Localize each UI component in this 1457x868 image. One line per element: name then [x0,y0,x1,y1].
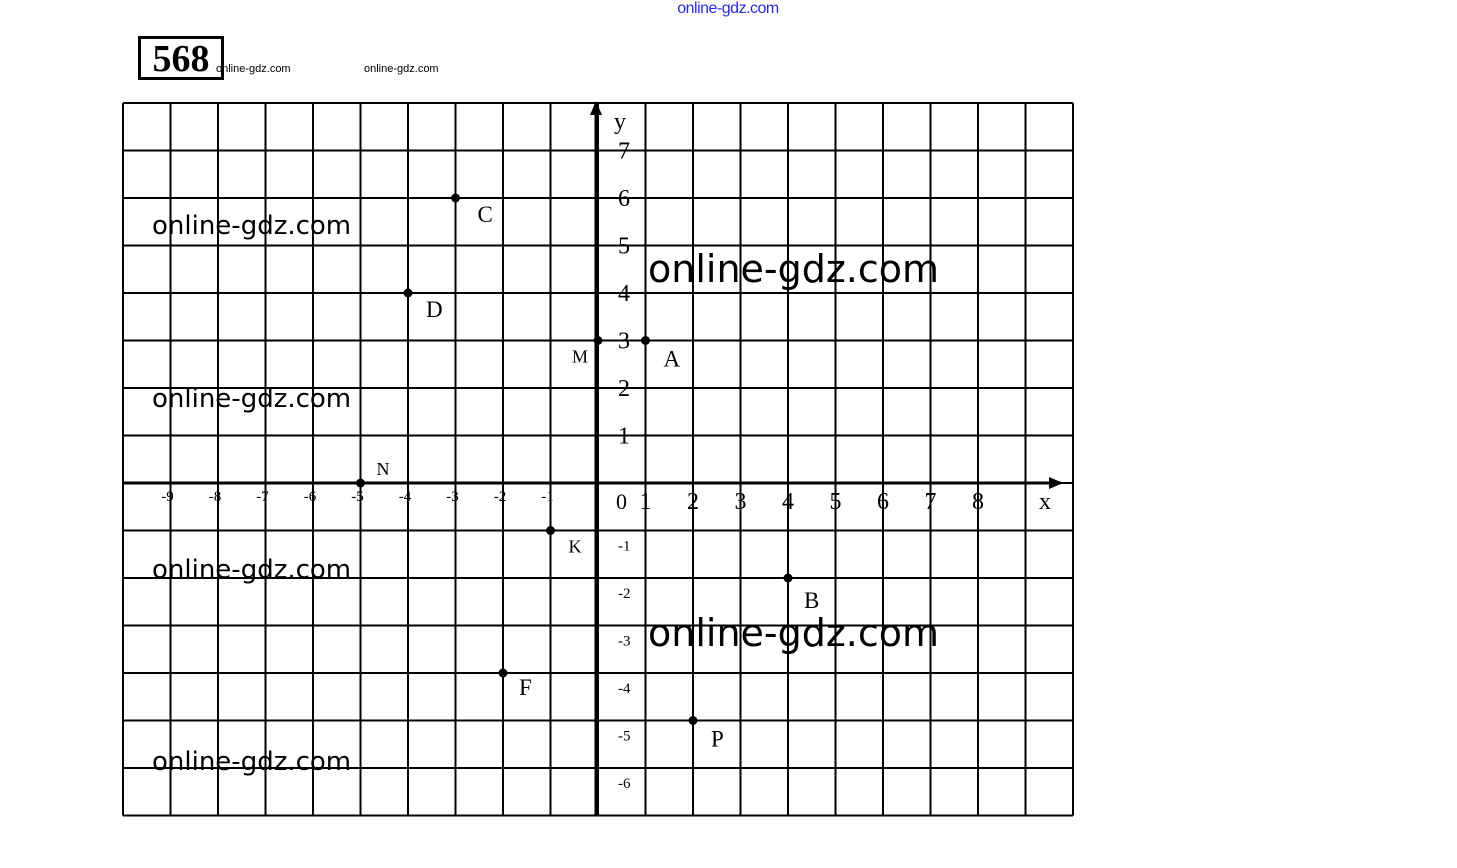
x-tick-label: 4 [782,489,794,515]
y-axis-label: y [614,109,626,135]
point-label-f: F [519,675,532,700]
y-tick-label: 6 [618,186,630,212]
point-label-d: D [426,297,443,322]
y-tick-label: -1 [618,538,631,555]
watermark: online-gdz.com [152,211,352,241]
watermark: online-gdz.com [648,611,940,655]
y-tick-label: 4 [618,281,630,307]
small-watermark: online-gdz.com [216,63,291,75]
problem-number: 568 [138,36,224,80]
y-tick-label: -5 [618,728,631,745]
y-tick-label: -4 [618,681,631,697]
x-tick-label: -4 [398,489,412,505]
x-tick-label: 8 [972,489,984,515]
point-label-a: A [663,346,681,372]
y-tick-label: 1 [618,423,630,450]
x-tick-label: 5 [829,489,842,515]
point-label-c: C [477,202,493,227]
y-tick-label: 2 [618,376,630,402]
point-m [594,336,603,345]
watermark: online-gdz.com [648,247,940,291]
point-k [546,526,555,535]
y-tick-label: -2 [618,586,631,602]
small-watermark: online-gdz.com [364,63,439,75]
x-tick-label: -1 [541,489,554,505]
point-a [641,336,650,345]
y-tick-label: 5 [618,233,630,260]
x-tick-label: -5 [351,489,364,505]
x-tick-label: -7 [256,489,269,505]
y-tick-label: 7 [618,138,630,165]
point-f [499,669,508,678]
point-label-k: K [568,536,582,557]
x-tick-label: 2 [687,489,699,515]
point-c [451,194,460,203]
point-p [689,716,698,725]
point-label-m: M [572,346,589,367]
point-n [356,479,365,488]
x-tick-label: 7 [924,489,937,515]
point-label-b: B [804,588,820,613]
watermark: online-gdz.com [152,747,352,777]
y-tick-label: -6 [618,776,631,792]
site-link[interactable]: online-gdz.com [677,0,779,17]
point-d [404,289,413,298]
x-tick-label: 1 [639,489,652,515]
x-tick-label: -3 [446,489,459,505]
x-axis-label: x [1039,489,1051,515]
x-tick-label: -8 [208,489,222,505]
origin-label: 0 [616,489,627,514]
x-tick-label: 6 [877,489,889,515]
x-tick-label: -9 [161,489,174,505]
point-label-n: N [376,459,390,479]
grid-lines [123,103,1073,816]
x-tick-label: -6 [303,489,317,505]
watermark: online-gdz.com [152,555,352,585]
watermark: online-gdz.com [152,384,352,414]
point-b [784,574,793,583]
y-tick-labels [618,139,631,793]
x-tick-label: 3 [734,489,747,515]
x-tick-label: -2 [493,489,507,505]
y-tick-label: -3 [618,633,631,650]
x-tick-labels [161,489,984,515]
y-tick-label: 3 [618,328,630,355]
point-label-p: P [711,726,724,752]
